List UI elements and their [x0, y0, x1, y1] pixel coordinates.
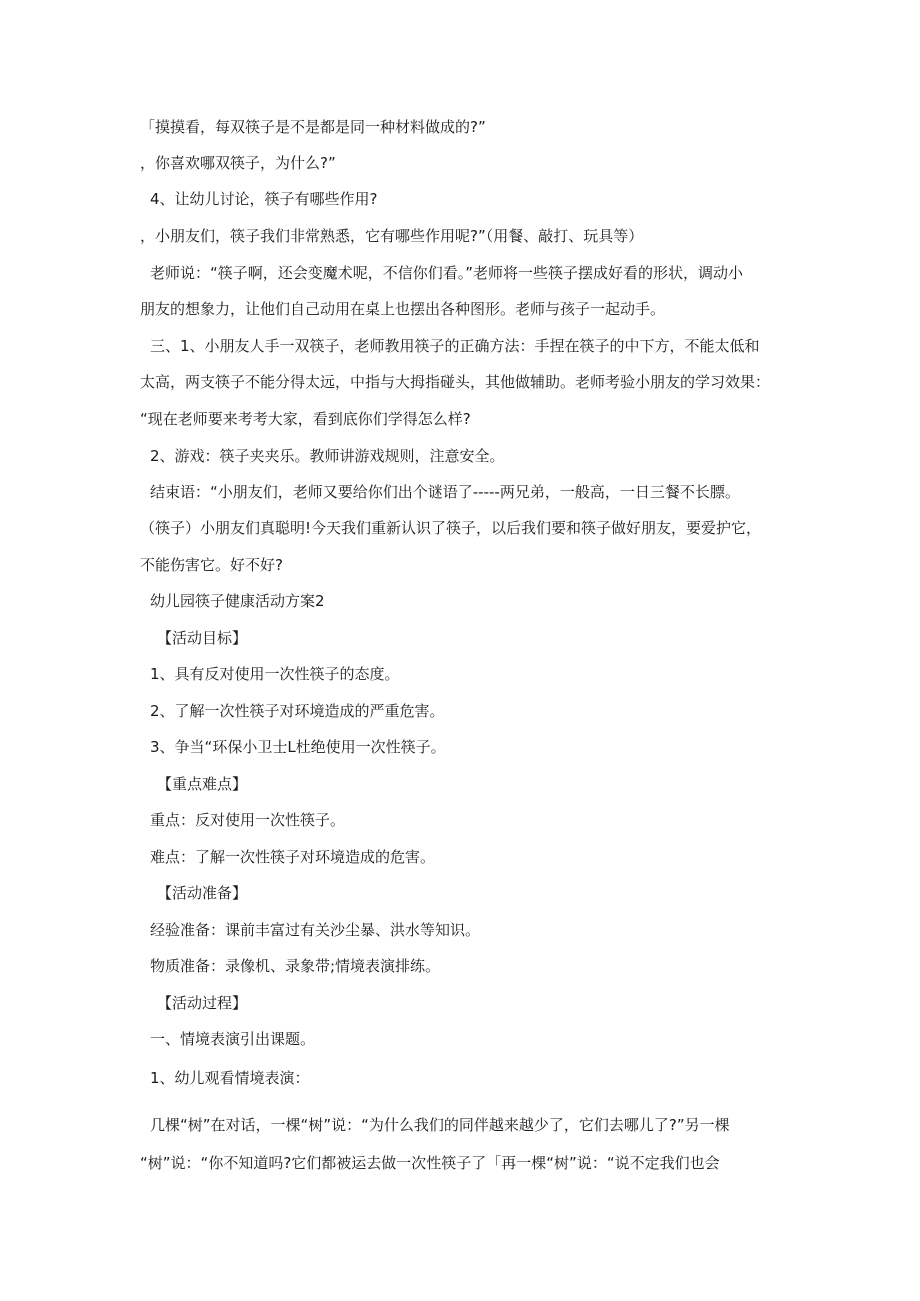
section-heading: 【活动过程】: [157, 994, 248, 1012]
text-line: 物质准备：录像机、录象带;情境表演排练。: [150, 957, 441, 975]
text-line: 难点：了解一次性筷子对环境造成的危害。: [150, 848, 436, 866]
text-line: 一、情境表演引出课题。: [150, 1030, 316, 1048]
section-heading: 【活动目标】: [157, 629, 248, 647]
text-line: 「摸摸看，每双筷子是不是都是同一种材料做成的?”: [140, 118, 486, 136]
text-line: 重点：反对使用一次性筷子。: [150, 811, 346, 829]
text-line: （筷子）小朋友们真聪明!今天我们重新认识了筷子，以后我们要和筷子做好朋友，要爱护它，: [140, 519, 762, 537]
text-line: “现在老师要来考考大家，看到底你们学得怎么样?: [140, 410, 471, 428]
text-line: ，小朋友们，筷子我们非常熟悉，它有哪些作用呢?”（用餐、敲打、玩具等）: [140, 227, 644, 245]
text-line: 3、争当“环保小卫士L杜绝使用一次性筷子。: [150, 738, 446, 756]
text-line: 4、让幼儿讨论，筷子有哪些作用?: [150, 190, 378, 208]
section-heading: 【活动准备】: [157, 884, 248, 902]
section-title: 幼儿园筷子健康活动方案2: [150, 592, 325, 610]
text-line: 不能伤害它。好不好?: [140, 556, 283, 574]
text-line: 朋友的想象力，让他们自己动用在桌上也摆出各种图形。老师与孩子一起动手。: [140, 300, 666, 318]
text-line: “树”说：“你不知道吗?它们都被运去做一次性筷子了「再一棵“树”说：“说不定我们也会: [140, 1154, 720, 1172]
text-line: 三、1、小朋友人手一双筷子，老师教用筷子的正确方法：手捏在筷子的中下方，不能太低和: [150, 337, 760, 355]
text-line: ，你喜欢哪双筷子，为什么?”: [140, 154, 336, 172]
text-line: 太高，两支筷子不能分得太远，中指与大拇指碰头，其他做辅助。老师考验小朋友的学习效果：: [140, 373, 771, 391]
text-line: 1、具有反对使用一次性筷子的态度。: [150, 665, 400, 683]
section-heading: 【重点难点】: [157, 775, 248, 793]
text-line: 2、游戏：筷子夹夹乐。教师讲游戏规则，注意安全。: [150, 447, 505, 465]
text-line: 老师说：“筷子啊，还会变魔术呢，不信你们看。”老师将一些筷子摆成好看的形状，调动小: [150, 264, 744, 282]
text-line: 结束语：“小朋友们，老师又要给你们出个谜语了-----两兄弟，一般高，一日三餐不长膘。: [150, 483, 740, 501]
text-line: 经验准备：课前丰富过有关沙尘暴、洪水等知识。: [150, 921, 481, 939]
text-line: 几棵“树”在对话，一棵“树”说：“为什么我们的同伴越来越少了，它们去哪儿了?”另一棵: [150, 1116, 730, 1134]
text-line: 2、了解一次性筷子对环境造成的严重危害。: [150, 702, 445, 720]
text-line: 1、幼儿观看情境表演：: [150, 1069, 310, 1087]
